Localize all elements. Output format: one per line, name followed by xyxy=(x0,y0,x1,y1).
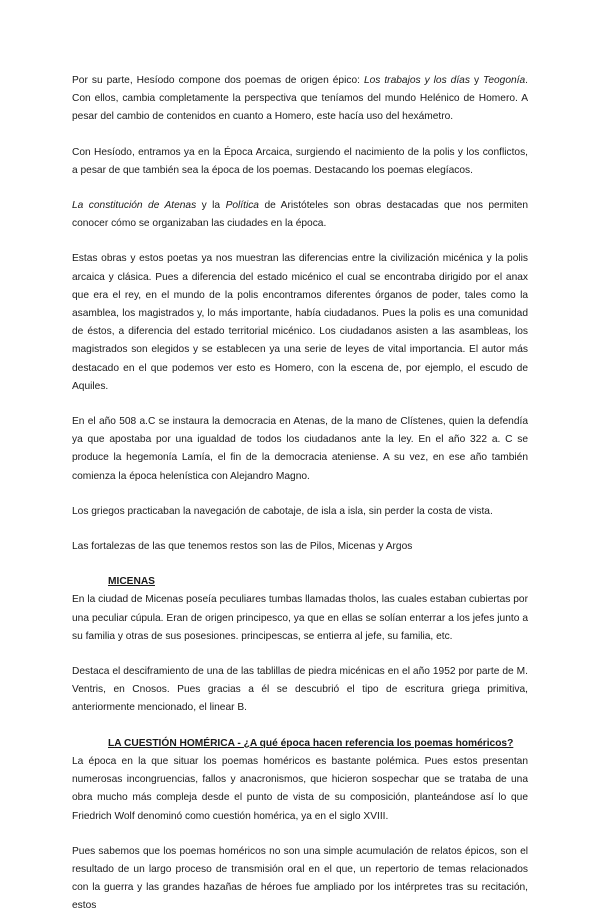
title-trabajos-y-dias: Los trabajos y los días xyxy=(363,75,470,86)
paragraph-democracia: En el año 508 a.C se instaura la democracia en Atenas, de la mano de Clístenes, quien la defendía ya que apostaba por una igualdad de todos los ciudadanos ante la ley. En el año 322 a. C se produce la hegemonía Lamía, el fin de la democracia ateniense. A su vez, en ese año también comienza la época helenística con Alejandro Magno. xyxy=(72,416,528,482)
paragraph-hesiodo: Por su parte, Hesíodo compone dos poemas de origen épico: Los trabajos y los días y Teogonía. Con ellos, cambia completamente la perspectiva que teníamos del mundo Helénico de Homero. A pesar del cambio de contenidos en cuanto a Homero, este hacía uso del hexámetro. xyxy=(72,75,528,123)
paragraph-fortalezas: Las fortalezas de las que tenemos restos son las de Pilos, Micenas y Argos xyxy=(72,541,413,553)
paragraph-epoca-poemas: La época en la que situar los poemas homéricos es bastante polémica. Pues estos presentan numerosas incongruencias, fallos y anacronismos, que hicieron sospechar que se trataba de una obra mucho más compleja desde el punto de vista de su composición, planteándose así lo que Friedrich Wolf denominó como cuestión homérica, ya en el siglo XVIII. xyxy=(72,755,528,822)
title-politica: Política xyxy=(225,200,259,212)
heading-cuestion-homerica: LA CUESTIÓN HOMÉRICA - ¿A qué época hacen referencia los poemas homéricos? xyxy=(108,737,514,749)
paragraph-diferencias-polis: Estas obras y estos poetas ya nos muestran las diferencias entre la civilización micénica y la polis arcaica y clásica. Pues a diferencia del estado micénico el cual se encontraba dirigido por el anax que era el rey, en el mundo de la polis encontramos diferentes órganos de poder, tales como la asamblea, los magistrados y, lo más importante, había ciudadanos. Pues la polis es una comunidad de éstos, a diferencia del estado territorial micénico. Los ciudadanos asisten a las asambleas, los magistrados son elegidos y se establecen ya una serie de leyes de vital importancia. El autor más destacado en el que podemos ver esto es Homero, con la escena de, por ejemplo, el escudo de Aquiles. xyxy=(72,253,528,392)
paragraph-tholos: En la ciudad de Micenas poseía peculiares tumbas llamadas tholos, las cuales estaban cubiertas por una peculiar cúpula. Eran de origen principesco, ya que en ellas se solían enterrar a los jefes junto a su familia y otras de sus posesiones. principescas, se entierra al jefe, su familia, etc. xyxy=(72,594,528,642)
paragraph-transmision-oral: Pues sabemos que los poemas homéricos no son una simple acumulación de relatos épicos, son el resultado de un largo proceso de transmisión oral en el que, un repertorio de temas relacionados con la guerra y las grandes hazañas de héroes fue ampliado por los intérpretes tras su recitación, estos xyxy=(72,845,528,912)
title-constitucion-atenas: La constitución de Atenas xyxy=(72,200,197,212)
paragraph-navegacion: Los griegos practicaban la navegación de cabotaje, de isla a isla, sin perder la costa de vista. xyxy=(72,505,493,517)
heading-micenas: MICENAS xyxy=(108,576,155,588)
paragraph-epoca-arcaica: Con Hesíodo, entramos ya en la Época Arcaica, surgiendo el nacimiento de la polis y los conflictos, a pesar de que también sea la época de los poemas. Destacando los poemas elegíacos. xyxy=(72,146,528,176)
paragraph-desciframiento: Destaca el desciframiento de una de las tablillas de piedra micénicas en el año 1952 por parte de M. Ventris, en Cnosos. Pues gracias a él se descubrió el tipo de escritura griega primitiva, anteriormente mencionado, el linear B. xyxy=(72,666,528,714)
page-body xyxy=(72,72,528,916)
paragraph-constitucion: La constitución de Atenas y la Política de Aristóteles son obras destacadas que nos permiten conocer cómo se organizaban las ciudades en la época. xyxy=(72,200,529,230)
title-teogonia: Teogonía xyxy=(483,75,526,86)
